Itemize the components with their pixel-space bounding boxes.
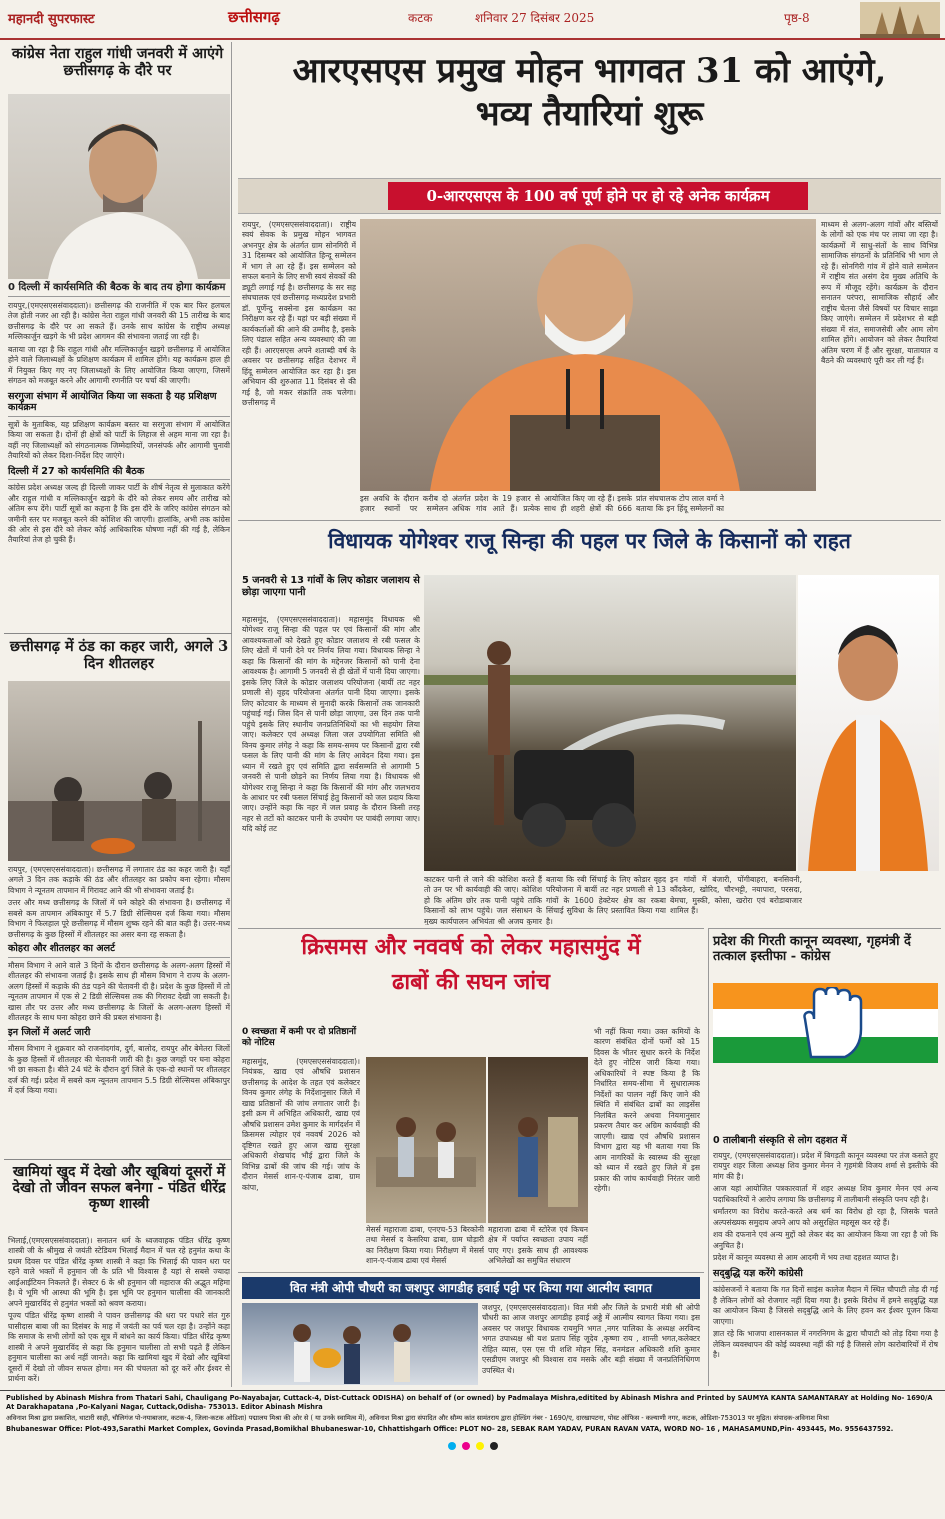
rahul-subhead-3: दिल्ली में 27 को कार्यसमिति की बैठक	[8, 466, 230, 481]
congress-para-1: रायपुर, (एमएसएससंवाददाता)। प्रदेश में बिगड़ती कानून व्यवस्था पर तंज कसते हुए रायपुर शहर जिला अध्यक्ष शिव कुमार मेनन ने गृहमंत्री विजय शर्मा से इस्तीफे की मांग की है।	[713, 1151, 938, 1181]
dhaba-headline-line-1: क्रिसमस और नववर्ष को लेकर महासमुंद में	[301, 934, 641, 960]
hand-icon	[783, 987, 869, 1059]
color-registration-bar	[6, 1442, 939, 1450]
dhaba-col-3: महाराजा ढाबा में स्टोरेज एवं किचन क्षेत्र में पर्याप्त स्वच्छता उपाय नहीं पाए गए। इसके साथ ही आवश्यक अभिलेखों का समुचित संधारण	[488, 1225, 588, 1266]
farm-col-2: काटकर पानी ले जाने की कोशिश करते हैं तो उन पर भी कार्यवाही की जाए। कोशिश हो कि अंतिम छोर तक पानी पहुंचे ताकि किसानों को लाभ पहुंचे। जल संसाधन के मुख्य कार्यपालन अभियंता श्री अजय कुमार	[424, 875, 542, 925]
lead-headline-line-1: आरएसएस प्रमुख मोहन भागवत 31 को आएंगे,	[292, 51, 887, 91]
lead-col-6: माध्यम से अलग-अलग गांवों और बस्तियों के लोगों को एक मंच पर लाया जा रहा है। कार्यक्रमों में साधु-संतों के साथ विभिन्न सामाजिक संगठनों के प्रतिनिधि भी भाग ले रहे हैं। सोनगिरी गांव में होने वाले सम्मेलन में राष्ट्रीय संत असंग देव मुख्य अतिथि के रूप में मौजूद रहेंगे। कार्यक्रम के दौरान सनातन परंपरा, सामाजिक सौहार्द और राष्ट्रीय चेतना जैसे विषयों पर विचार साझा किए जाएंगे। सम्मेलन में प्रदेशभर से बड़ी संख्या में संत, समाजसेवी और आम लोग शामिल होंगे। आयोजन को लेकर तैयारियां अंतिम चरण में हैं और सुरक्षा, यातायात व बैठने की व्यवस्थाएं पूरी कर ली गई हैं।	[821, 220, 938, 366]
rahul-subhead-2: सरगुजा संभाग में आयोजित किया जा सकता है यह प्रशिक्षण कार्यक्रम	[8, 391, 230, 417]
congress-para-6: कांग्रेसजनों ने बताया कि गत दिनों साइंस कालेज मैदान में स्थित चौपाटी तोड़ दी गई है लेकिन लोगों को रोजगार नहीं दिया गया है। इसके विरोध में हमने सद्‌बुद्धि यज्ञ का आयोजन किया है जिससे सद्‌बुद्धि आने के लिए हवन कर ईश्वर पूजन किया जाएगा।	[713, 1285, 938, 1326]
rahul-para-1: रायपुर,(एमएसएससंवाददाता)। छत्तीसगढ़ की राजनीति में एक बार फिर हलचल तेज होती नजर आ रही है। कांग्रेस नेता राहुल गांधी जनवरी की 15 तारीख के बाद छत्तीसगढ़ के दौरे पर आ सकते हैं। उनके साथ कांग्रेस के राष्ट्रीय अध्यक्ष मल्लिकार्जुन खड़गे के भी प्रदेश आगमन की संभावना जताई जा रही है।	[8, 301, 230, 342]
cold-headline: छत्तीसगढ़ में ठंड का कहर जारी, अगले 3 दिन शीतलहर	[9, 638, 229, 672]
congress-subhead-2: सद्‌बुद्धि यज्ञ करेंगे कांग्रेसी	[713, 1268, 938, 1283]
congress-headline: प्रदेश की गिरती कानून व्यवस्था, गृहमंत्री दें तत्काल इस्तीफा - कांग्रेस	[713, 934, 911, 964]
temple-logo-icon	[860, 2, 940, 38]
dhaba-col-4: भी नहीं किया गया। उक्त कमियों के कारण संबंधित दोनों फर्मों को 15 दिवस के भीतर सुधार करने के निर्देश देते हुए नोटिस जारी किया गया। अधिकारियों ने स्पष्ट किया है कि निर्धारित समय-सीमा में सुधारात्मक निर्देशों का पालन नहीं किए जाने की स्थिति में संबंधित ढाबों का लाइसेंस निलंबित करने अथवा नियमानुसार प्रकरण तैयार कर अग्रिम कार्यवाही की जाएगी। खाद्य एवं औषधि प्रशासन विभाग द्वारा यह भी बताया गया कि आम नागरिकों के स्वास्थ्य की सुरक्षा को ध्यान में रखते हुए जिले में इस प्रकार की जांच कार्यवाही निरंतर जारी रहेगी।	[594, 1027, 700, 1194]
rahul-photo	[8, 94, 230, 279]
city-name: कटक	[408, 11, 433, 25]
congress-subhead: 0 तालीबानी संस्कृति से लोग दहशत में	[713, 1135, 847, 1146]
footer-imprint: Published by Abinash Mishra from Thatari Sahi, Chauligang Po-Nayabajar, Cuttack-4, Dist-Cuttack ODISHA) on behalf of (or owned) by Padmalaya Mishra,editited by Abinash Mishra and Printed by SAUMYA KANTA SAMANTARAY at Holding No- 1690/A At Darakhapatana ,Po-Kalyani Nagar, Cuttack,Odisha- 753013. Editor Abinash Mishra	[6, 1394, 933, 1411]
farm-col-3: बताया कि रबी सिंचाई के लिए कोडार वृहद परियोजना में बायीं तट नहर प्रणाली से 13 गांवों के 1600 हेक्टेयर क्षेत्र का रकबा सिंचाई सुविधा के लिए प्रस्तावित किया गया है।	[546, 875, 666, 925]
lead-col-1: रायपुर, (एमएसएससंवाददाता)। राष्ट्रीय स्वयं सेवक के प्रमुख मोहन भागवत अभनपुर क्षेत्र के अंतर्गत ग्राम सोनगिरी में 31 दिसम्बर को आयोजित हिन्दू सम्मेलन में भाग ले आ रहे हैं। इस सम्मेलन को सफल बनाने के लिए सभी स्वयं सेवकों की ड्यूटी लगाई गई है। छत्तीसगढ़ के सर सह संघचालक एवं छत्तीसगढ़ मध्यप्रदेश प्रभारी डॉ. पूर्णेन्दु सक्सेना इस कार्यक्रम का निरीक्षण कर रहे हैं। यहां पर बड़ी संख्या में कार्यकर्ताओं की आने की उम्मीद है, इसके लिए पंडाल सहित अन्य व्यवस्थाएं की जा रही हैं। आरएसएस अपने शताब्दी वर्ष के अवसर पर छत्तीसगढ़ सहित देशभर में हिंदू सम्मेलन आयोजित कर रहा है। इस अभियान की शुरुआत 11 दिसंबर से की गई है, जो मकर संक्रांति तक चलेगा। छत्तीसगढ़ में	[242, 220, 356, 407]
cold-subhead-2: इन जिलों में अलर्ट जारी	[8, 1027, 230, 1042]
footer-imprint-hindi: अविनाश मिश्रा द्वारा प्रकाशित, थाटारी साही, चौलिगंज पो-नयाबाजार, कटक-4, जिला-कटक ओडिशा) पद्मालय मिश्रा की ओर से ( या उनके स्वामित्व में), अविनाश मिश्रा द्वारा संपादित और सौम्य कांत सामंतराय द्वारा होल्डिंग नंबर - 1690/ए, दारखापटना, पोस्ट ऑफिस - कल्याणी नगर, कटक, ओडिशा-753013 पर मुद्रित। संपादक-अविनाश मिश्रा	[6, 1413, 829, 1422]
shastri-headline: खामियां खुद में देखो और खूबियां दूसरों में देखो तो जीवन सफल बनेगा - पंडित धीरेंद्र कृष्ण शास्त्री	[12, 1164, 226, 1213]
divider	[4, 1159, 232, 1160]
lead-banner: 0-आरएसएस के 100 वर्ष पूर्ण होने पर हो रहे अनेक कार्यक्रम	[388, 182, 808, 210]
masthead	[0, 0, 945, 40]
dhaba-col-2: मेसर्स महाराजा ढाबा, एनएच-53 बिरकोनी तथा मेसर्स द केसरिया ढाबा, ग्राम घोड़ारी का निरीक्षण किया गया। निरीक्षण में मेसर्स शान-ए-पंजाब ढाबा एवं मेसर्स	[366, 1225, 484, 1266]
lead-col-2: इस अवधि के दौरान करीब दो हजार स्थानों पर सम्मेलन	[360, 494, 448, 514]
minister-story	[238, 1272, 704, 1386]
congress-para-3: धर्मांतरण का विरोध करते-करते अब धर्म का विरोध हो रहा है, जिसके चलते अल्पसंख्यक समुदाय अपने आप को असुरक्षित महसूस कर रहे हैं।	[713, 1207, 938, 1227]
rahul-subhead: 0 दिल्ली में कार्यसमिति की बैठक के बाद तय होगा कार्यक्रम	[8, 282, 230, 297]
farm-subhead: 5 जनवरी से 13 गांवों के लिए कोडार जलाशय से छोड़ा जाएगा पानी	[242, 575, 420, 598]
shastri-para-1: भिलाई,(एमएसएससंवाददाता)। सनातन धर्म के ध्वजवाहक पंडित धीरेंद्र कृष्ण शास्त्री जी के श्रीमुख से जयंती स्टेडियम भिलाई मैदान में चल रहे हनुमंत कथा के प्रथम दिवस पर पंडित धीरेंद्र कृष्ण शास्त्री ने कहा कि भिलाई की पावन धरा पर रहने वाले भक्तों में हनुमान जी के प्रति भी विश्वास है यहां से सबसे ज्यादा आईआईटियन निकलते हैं। सेक्टर 6 के श्री हनुमान जी महाराज की अद्भुत महिमा है। ये भूमि भी आस्था की भूमि है। इस भूमि पर हनुमान चालीसा की जानकारी अपने मुखारविंद से हनुमंत भक्तों को श्रवण कराया।	[8, 1236, 230, 1308]
farm-col-1: महासमुंद, (एमएसएससंवाददाता)। महासमुंद विधायक श्री योगेश्वर राजू सिन्हा की पहल पर एवं किसानों की मांग और आवश्यकताओं को देखते हुए कोडार जलाशय से रबी फसल के लिए खेतों में पानी देने पर निर्णय लिया गया। विधायक सिन्हा ने कहा कि किसानों की मांग के मद्देनजर किसानों को पानी देना आवश्यक है। आगामी 5 जनवरी से ही खेतों में पानी दिया जाएगा। इसके लिए जिले के कोडार जलाशय परियोजना (बायीं तट नहर प्रणाली से) वृहद परियोजना अंतर्गत पानी दिया जाएगा। इसके लिए कोटवार के माध्यम से मुनादी करके किसानों तक जानकारी पहुंचाई गई। जिस दिन से पानी छोड़ा जाएगा, उस दिन तक पानी पहुंचे इसके लिए स्थानीय जनप्रतिनिधियों का भी सहयोग लिया जाए। कलेक्टर एवं अध्यक्ष जिला जल उपयोगिता समिति श्री विनय कुमार लंगेह ने कहा कि समय-समय पर किसानों द्वारा रबी फसल के लिए पानी की मांग के लिए आवेदन दिया गया। इस ध्यान में रखते हुए एवं समिति द्वारा सर्वसम्मति से आगामी 5 जनवरी से पानी छोड़ने का निर्णय लिया गया है। विधायक श्री योगेश्वर राजू सिन्हा ने कहा कि किसानों की मांग और जलभराव के आधार पर रबी फसल सिंचाई हेतु किसानों को जल प्रदाय किया जाए। उन्होंने कहा कि नहर में जल प्रवाह के दौरान किसी तरह नहर से तटों को काटकर पानी के उपयोग पर पाबंदी लगाया जाए। यदि कोई तट	[242, 615, 420, 834]
farmer-photo	[424, 575, 796, 871]
rahul-headline: कांग्रेस नेता राहुल गांधी जनवरी में आएंगे छत्तीसगढ़ के दौरे पर	[11, 45, 224, 79]
cold-subhead: कोहरा और शीतलहर का अलर्ट	[8, 943, 230, 958]
rahul-para-4: कांग्रेस प्रदेश अध्यक्ष जल्द ही दिल्ली जाकर पार्टी के शीर्ष नेतृत्व से मुलाकात करेंगे और राहुल गांधी व मल्लिकार्जुन खड़गे के दौरे को लेकर समय और तारीख को अंतिम रूप देंगे। पार्टी सूत्रों का कहना है कि इस दौरे के जरिए कांग्रेस संगठन को जमीनी स्तर पर मजबूत करने की कोशिश की जाएगी। हालांकि, अभी तक कांग्रेस की ओर से इस दौरे को लेकर कोई आधिकारिक घोषणा नहीं की गई है, लेकिन तैयारियां तेज हो चुकी हैं।	[8, 483, 230, 545]
divider	[4, 633, 232, 634]
dhaba-photo-1	[366, 1057, 486, 1223]
left-column	[4, 42, 232, 1387]
minister-para: जशपुर, (एमएसएससंवाददाता)। वित मंत्री और जिले के प्रभारी मंत्री श्री ओपी चौधरी का आज जशपुर आगडीह हवाई अड्डे में आत्मीय स्वागत किया गया। इस अवसर पर जशपुर विधायक रायमुनि भगत ,नगर पालिका के अध्यक्ष अरविन्द भगत उपाध्यक्ष श्री यश प्रताप सिंह जूदेव ,कृष्णा राय , शान्ती भगत,कलेक्टर रोहित व्यास, एस एस पी शशि मोहन सिंह, वनमंडल अधिकारी शशि कुमार एसडीएम जशपुर श्री विश्वास राव मसके और बड़ी संख्या में जनप्रतिनिधिगण उपस्थित थे।	[482, 1303, 700, 1375]
farm-story	[238, 520, 941, 926]
cold-para-3: मौसम विभाग ने आने वाले 3 दिनों के दौरान छत्तीसगढ़ के अलग-अलग हिस्सों में शीतलहर की संभावना जताई है। इसके साथ ही मौसम विभाग ने राज्य के अलग-अलग हिस्सों में कड़ाके की ठंड पड़ने की चेतावनी दी है। प्रदेश के कुछ हिस्सों में तो न्यूनतम तापमान में एक से 2 डिग्री सेल्सियस तक की गिरावट देखी जा सकती है। खास तौर पर उत्तर और मध्य छत्तीसगढ़ के जिलों के अलग-अलग हिस्सों में शीतलहर के साथ घना कोहरा छाने की प्रबल संभावना है।	[8, 960, 230, 1023]
dhaba-story	[238, 928, 704, 1270]
cold-para-1: रायपुर, (एमएसएससंवाददाता)। छत्तीसगढ़ में लगातार ठंड का कहर जारी है। यहाँ अगले 3 दिन तक कड़ाके की ठंड और शीतलहर का प्रकोप बना रहेगा। मौसम विभाग ने न्यूनतम तापमान में गिरावट आने की भी संभावना जताई है।	[8, 865, 230, 895]
lead-col-3: अंतर्गत प्रदेश के 19 हजार से अधिक गांव आते हैं। प्रत्येक	[452, 494, 540, 514]
dhaba-subhead: 0 स्वच्छता में कमी पर दो प्रतिष्ठानों को नोटिस	[242, 1027, 357, 1048]
dhaba-photo-2	[488, 1057, 588, 1223]
bhagwat-photo	[360, 219, 816, 491]
lead-headline-line-2: भव्य तैयारियां शुरू	[475, 94, 704, 135]
footer	[0, 1390, 945, 1519]
page-number: पृष्ठ-8	[784, 11, 810, 25]
paper-name: महानदी सुपरफास्ट	[8, 12, 95, 27]
rahul-para-3: सूत्रों के मुताबिक, यह प्रशिक्षण कार्यक्रम बस्तर या सरगुजा संभाग में आयोजित किया जा सकता है। दोनों ही क्षेत्रों को पार्टी के लिहाज से अहम माना जा रहा है। वहीं नए जिलाध्यक्षों को संगठनात्मक जिम्मेदारियों, जनसंपर्क और आगामी चुनावी तैयारियों को लेकर दिशा-निर्देश दिए जाएंगे।	[8, 419, 230, 461]
mla-photo	[798, 575, 939, 871]
congress-para-7: ज्ञात रहे कि भाजपा शासनकाल में नगरनिगम के द्वारा चौपाटी को तोड़ दिया गया है लेकिन व्यवस्थापन की कोई व्यवस्था नहीं की गई है जिससे लोग कारोबारियों में रोष है।	[713, 1329, 938, 1359]
dhaba-col-1: महासमुंद, (एमएसएससंवाददाता)। नियंत्रक, खाद्य एवं औषधि प्रशासन छत्तीसगढ़ के आदेश के तहत एवं कलेक्टर विनय कुमार लंगेह के निर्देशानुसार जिले में खाद्य प्रतिष्ठानों की जांच लगातार जारी है। इसी क्रम में अभिहित अधिकारी, खाद्य एवं औषधि प्रशासन उमेश कुमार के मार्गदर्शन में क्रिसमस त्योहार एवं नववर्ष 2026 को दृष्टिगत रखते हुए आज खाद्य सुरक्षा अधिकारी शेखचांद भौई द्वारा जिले के विभिन्न ढाबों की जांच की गई। जांच के दौरान मेसर्स शान-ए-पंजाब ढाबा, ग्राम कांपा,	[242, 1057, 360, 1192]
shastri-para-2: पूज्य पंडित धीरेंद्र कृष्ण शास्त्री ने पावन छत्तीसगढ़ की धरा पर पधारे संत गुरु घासीदास बाबा जी का दिसंबर के माह में जयंती का पर्व चल रहा है। उन्होंने कहा कि समाज के सभी लोगों को एक सूत्र में बांधने का कार्य किया। पंडित धीरेंद्र कृष्ण शास्त्री ने अपने मुखारविंद से कहा कि हनुमान चालीसा तो सभी पढ़ते हैं लेकिन हनुमान चालीसा का अर्थ नहीं जानते। कहा कि खामियां खुद में देखो और खूबियां दूसरों में देखो तो जीवन सफल होगा। मन की चंचलता को दूर करें और ईश्वर से प्रार्थना करें।	[8, 1311, 230, 1384]
rahul-para-2: बताया जा रहा है कि राहुल गांधी और मल्लिकार्जुन खड़गे छत्तीसगढ़ में आयोजित होने वाले जिलाध्यक्षों के प्रशिक्षण कार्यक्रम में शामिल होंगे। यह कार्यक्रम हाल ही में नियुक्त किए गए नए जिलाध्यक्षों के लिए आयोजित किया जाएगा, जिसमें संगठन को मजबूत करने और आगामी रणनीति पर चर्चा की जाएगी।	[8, 344, 230, 386]
footer-offices: Bhubaneswar Office: Plot-493,Sarathi Market Complex, Govinda Prasad,Bomikhal Bhubaneswar-10, Chhattishgarh Office: PLOT NO- 28, SEBAK RAM YADAV, PURAN RAVAN VATA, WORD NO- 16 , MAHASAMUND,Pin- 493445, Mo. 9556437592.	[6, 1424, 894, 1433]
congress-story	[708, 928, 941, 1386]
minister-headline: वित मंत्री ओपी चौधरी का जशपुर आगडीह हवाई पट्टी पर किया गया आत्मीय स्वागत	[242, 1277, 700, 1299]
lead-col-5: प्रांत संघचालक टोप लाल वर्मा ने बताया कि इन हिंदू सम्मेलनों का	[636, 494, 724, 514]
congress-para-4: शव की दफनाने एवं अन्य मुद्दों को लेकर बंद का आयोजन किया जा रहा है जो कि अनुचित है।	[713, 1230, 938, 1250]
cold-photo	[8, 681, 230, 861]
cold-para-4: मौसम विभाग ने शुक्रवार को राजनांदगांव, दुर्ग, बालोद, रायपुर और बेमेतरा जिलों के कुछ हिस्सों में शीतलहर की चेतावनी जारी की है। कुछ जगहों पर घना कोहरा भी छा सकता है। बीते 24 घंटे के दौरान दुर्ग जिले के एक-दो स्थानों पर शीतलहर दर्ज की गई। प्रदेश में सबसे कम न्यूनतम तापमान 5.5 डिग्री सेल्सियस अंबिकापुर में दर्ज किया गया।	[8, 1044, 230, 1095]
region-name: छत्तीसगढ़	[228, 8, 280, 26]
cold-para-2: उत्तर और मध्य छत्तीसगढ़ के जिलों में घने कोहरे की संभावना है। छत्तीसगढ़ में सबसे कम तापमान अंबिकापुर में 5.7 डिग्री सेल्सियस दर्ज किया गया। मौसम विभाग ने फिलहाल पूरे छत्तीसगढ़ में मौसम शुष्क रहने की बात कही है। उत्तर-मध्य छत्तीसगढ़ के कुछ हिस्सों में शीतलहर का असर बना रह सकता है।	[8, 898, 230, 939]
dhaba-headline-line-2: ढाबों की सघन जांच	[392, 969, 550, 996]
congress-para-2: आज यहां आयोजित पत्रकारवार्ता में शहर अध्यक्ष शिव कुमार मेनन एवं अन्य पदाधिकारियों ने आरोप लगाया कि छत्तीसगढ़ में तालीबानी संस्कृति पनप रही है।	[713, 1184, 938, 1204]
lead-col-4: आयोजित किए जा रहे हैं। इसके साथ ही शहरी क्षेत्रों की 666	[544, 494, 632, 514]
issue-date: शनिवार 27 दिसंबर 2025	[475, 11, 595, 25]
farm-headline: विधायक योगेश्वर राजू सिन्हा की पहल पर जिले के किसानों को राहत	[328, 528, 851, 553]
minister-photo	[242, 1303, 478, 1385]
lead-story	[238, 42, 941, 516]
congress-logo	[713, 983, 938, 1063]
congress-para-5: प्रदेश में कानून व्यवस्था से आम आदमी में भय तथा दहशत व्याप्त है।	[713, 1253, 899, 1263]
farm-col-4: इन गांवों में बंजारी, पोंगीबाहरा, बनसिवनी, कौंदकेरा, खोरिद, चौरभट्टी, नयापारा, परसदा, बेमचा, मुस्की, कोसा, खरोरा एवं बरोडाबाजार शामिल हैं।	[670, 875, 802, 916]
